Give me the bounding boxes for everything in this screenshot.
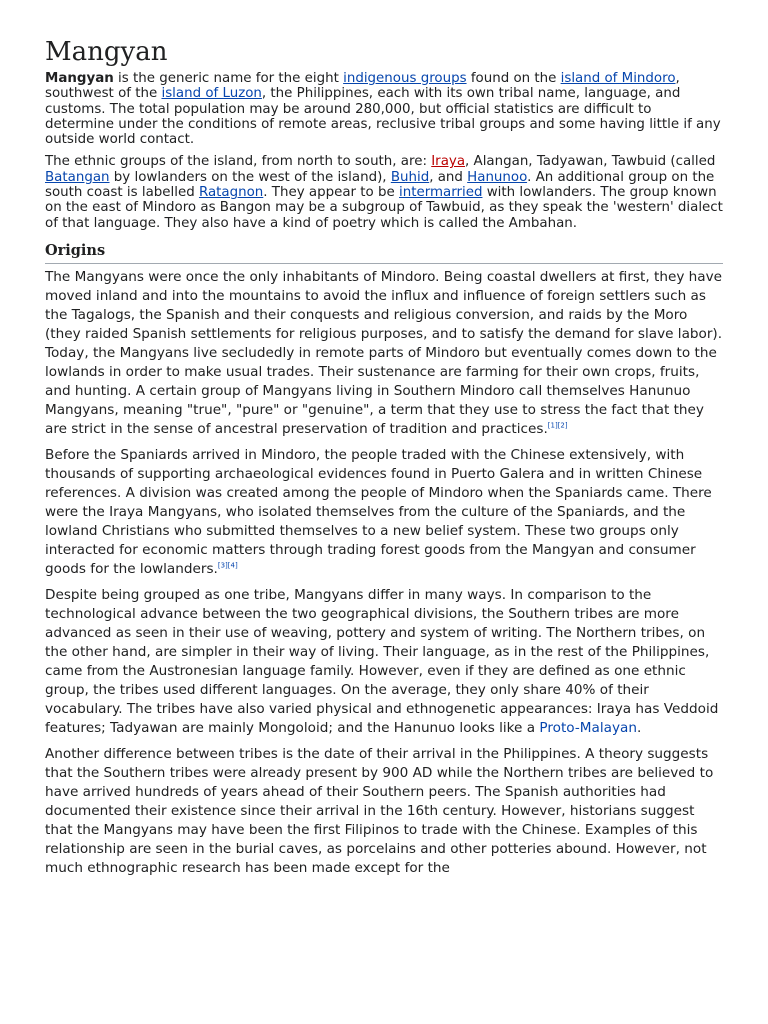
intro-paragraph: Mangyan is the generic name for the eight indigenous groups found on the island of Mindoro, southwest of the island of Luzon, the Philippines, each with its own tribal name, language, and customs. The total population may be around 280,000, but official statistics are difficult to determine under the conditions of remote areas, reclusive tribal groups and some having little if any outside world contact.: [45, 71, 721, 148]
link-batangan[interactable]: Batangan: [45, 169, 110, 185]
ethnic-groups-paragraph: The ethnic groups of the island, from north to south, are: Iraya, Alangan, Tadyawan, Tawbuid (called Batangan by lowlanders on the west of the island), Buhid, and Hanunoo. An additional group on the south coast is labelled Ratagnon. They appear to be intermarried with lowlanders. The group known on the east of Mindoro as Bangon may be a subgroup of Tawbuid, as they speak the 'western' dialect of that language. They also have a kind of poetry which is called the Ambahan.: [45, 154, 723, 231]
link-indigenous-groups[interactable]: indigenous groups: [343, 71, 467, 86]
link-ratagnon[interactable]: Ratagnon: [198, 185, 264, 201]
link-proto-malayan[interactable]: Proto-Malayan: [539, 719, 637, 736]
article: [45, 36, 723, 885]
intro-term: Mangyan: [45, 71, 114, 86]
link-hanunoo[interactable]: Hanunoo: [467, 169, 528, 185]
link-island-of-luzon[interactable]: island of Luzon: [161, 86, 262, 102]
link-buhid[interactable]: Buhid: [390, 169, 430, 185]
link-iraya[interactable]: Iraya: [431, 154, 466, 170]
page-title: Mangyan: [45, 37, 168, 67]
origins-paragraph-3: Despite being grouped as one tribe, Mangyans differ in many ways. In comparison to the technological advance between the two geographical divisions, the Southern tribes are more advanced as seen in their use of weaving, pottery and system of writing. The Northern tribes, on the other hand, are simpler in their way of living. Their language, as in the rest of the Philippines, came from the Austronesian language family. However, even if they are defined as one ethnic group, the tribes used different languages. On the average, they only share 40% of their vocabulary. The tribes have also varied physical and ethnogenetic appearances: Iraya has Veddoid features; Tadyawan are mainly Mongoloid; and the Hanunuo looks like a Proto-Malayan.: [45, 586, 719, 736]
section-heading-origins: Origins: [45, 241, 723, 264]
origins-paragraph-4: Another difference between tribes is the date of their arrival in the Philippines. A theory suggests that the Southern tribes were already present by 900 AD while the Northern tribes are believed to have arrived hundreds of years ahead of their Southern peers. The Spanish authorities had documented their existence since their arrival in the 16th century. However, historians suggest that the Mangyans may have been the first Filipinos to trade with the Chinese. Examples of this relationship are seen in the burial caves, as porcelains and other potteries abound. However, not much ethnographic research has been made except for the: [45, 745, 714, 876]
link-intermarried[interactable]: intermarried: [399, 185, 483, 201]
citation-refs-3-4[interactable]: [3][4]: [217, 561, 238, 570]
origins-paragraph-2: Before the Spaniards arrived in Mindoro, the people traded with the Chinese extensively, with thousands of supporting archaeological evidences found in Puerto Galera and in written Chinese references. A division was created among the people of Mindoro when the Spaniards came. There were the Iraya Mangyans, who isolated themselves from the culture of the Spaniards, and the lowland Christians who submitted themselves to a new belief system. These two groups only interacted for economic matters through trading forest goods from the Mangyan and consumer goods for the lowlanders.[3][4]: [45, 446, 712, 577]
link-island-of-mindoro[interactable]: island of Mindoro: [560, 71, 676, 86]
citation-refs-1-2[interactable]: [1][2]: [547, 421, 568, 430]
origins-paragraph-1: The Mangyans were once the only inhabitants of Mindoro. Being coastal dwellers at first, they have moved inland and into the mountains to avoid the influx and influence of foreign settlers such as the Tagalogs, the Spanish and their conquests and religious conversion, and raids by the Moro (they raided Spanish settlements for religious purposes, and to satisfy the demand for slave labor). Today, the Mangyans live secludedly in remote parts of Mindoro but eventually comes down to the lowlands in order to make usual trades. Their sustenance are farming for their own crops, fruits, and hunting. A certain group of Mangyans living in Southern Mindoro call themselves Hanunuo Mangyans, meaning "true", "pure" or "genuine", a term that they use to stress the fact that they are strict in the sense of ancestral preservation of tradition and practices.[1][2]: [45, 268, 723, 437]
